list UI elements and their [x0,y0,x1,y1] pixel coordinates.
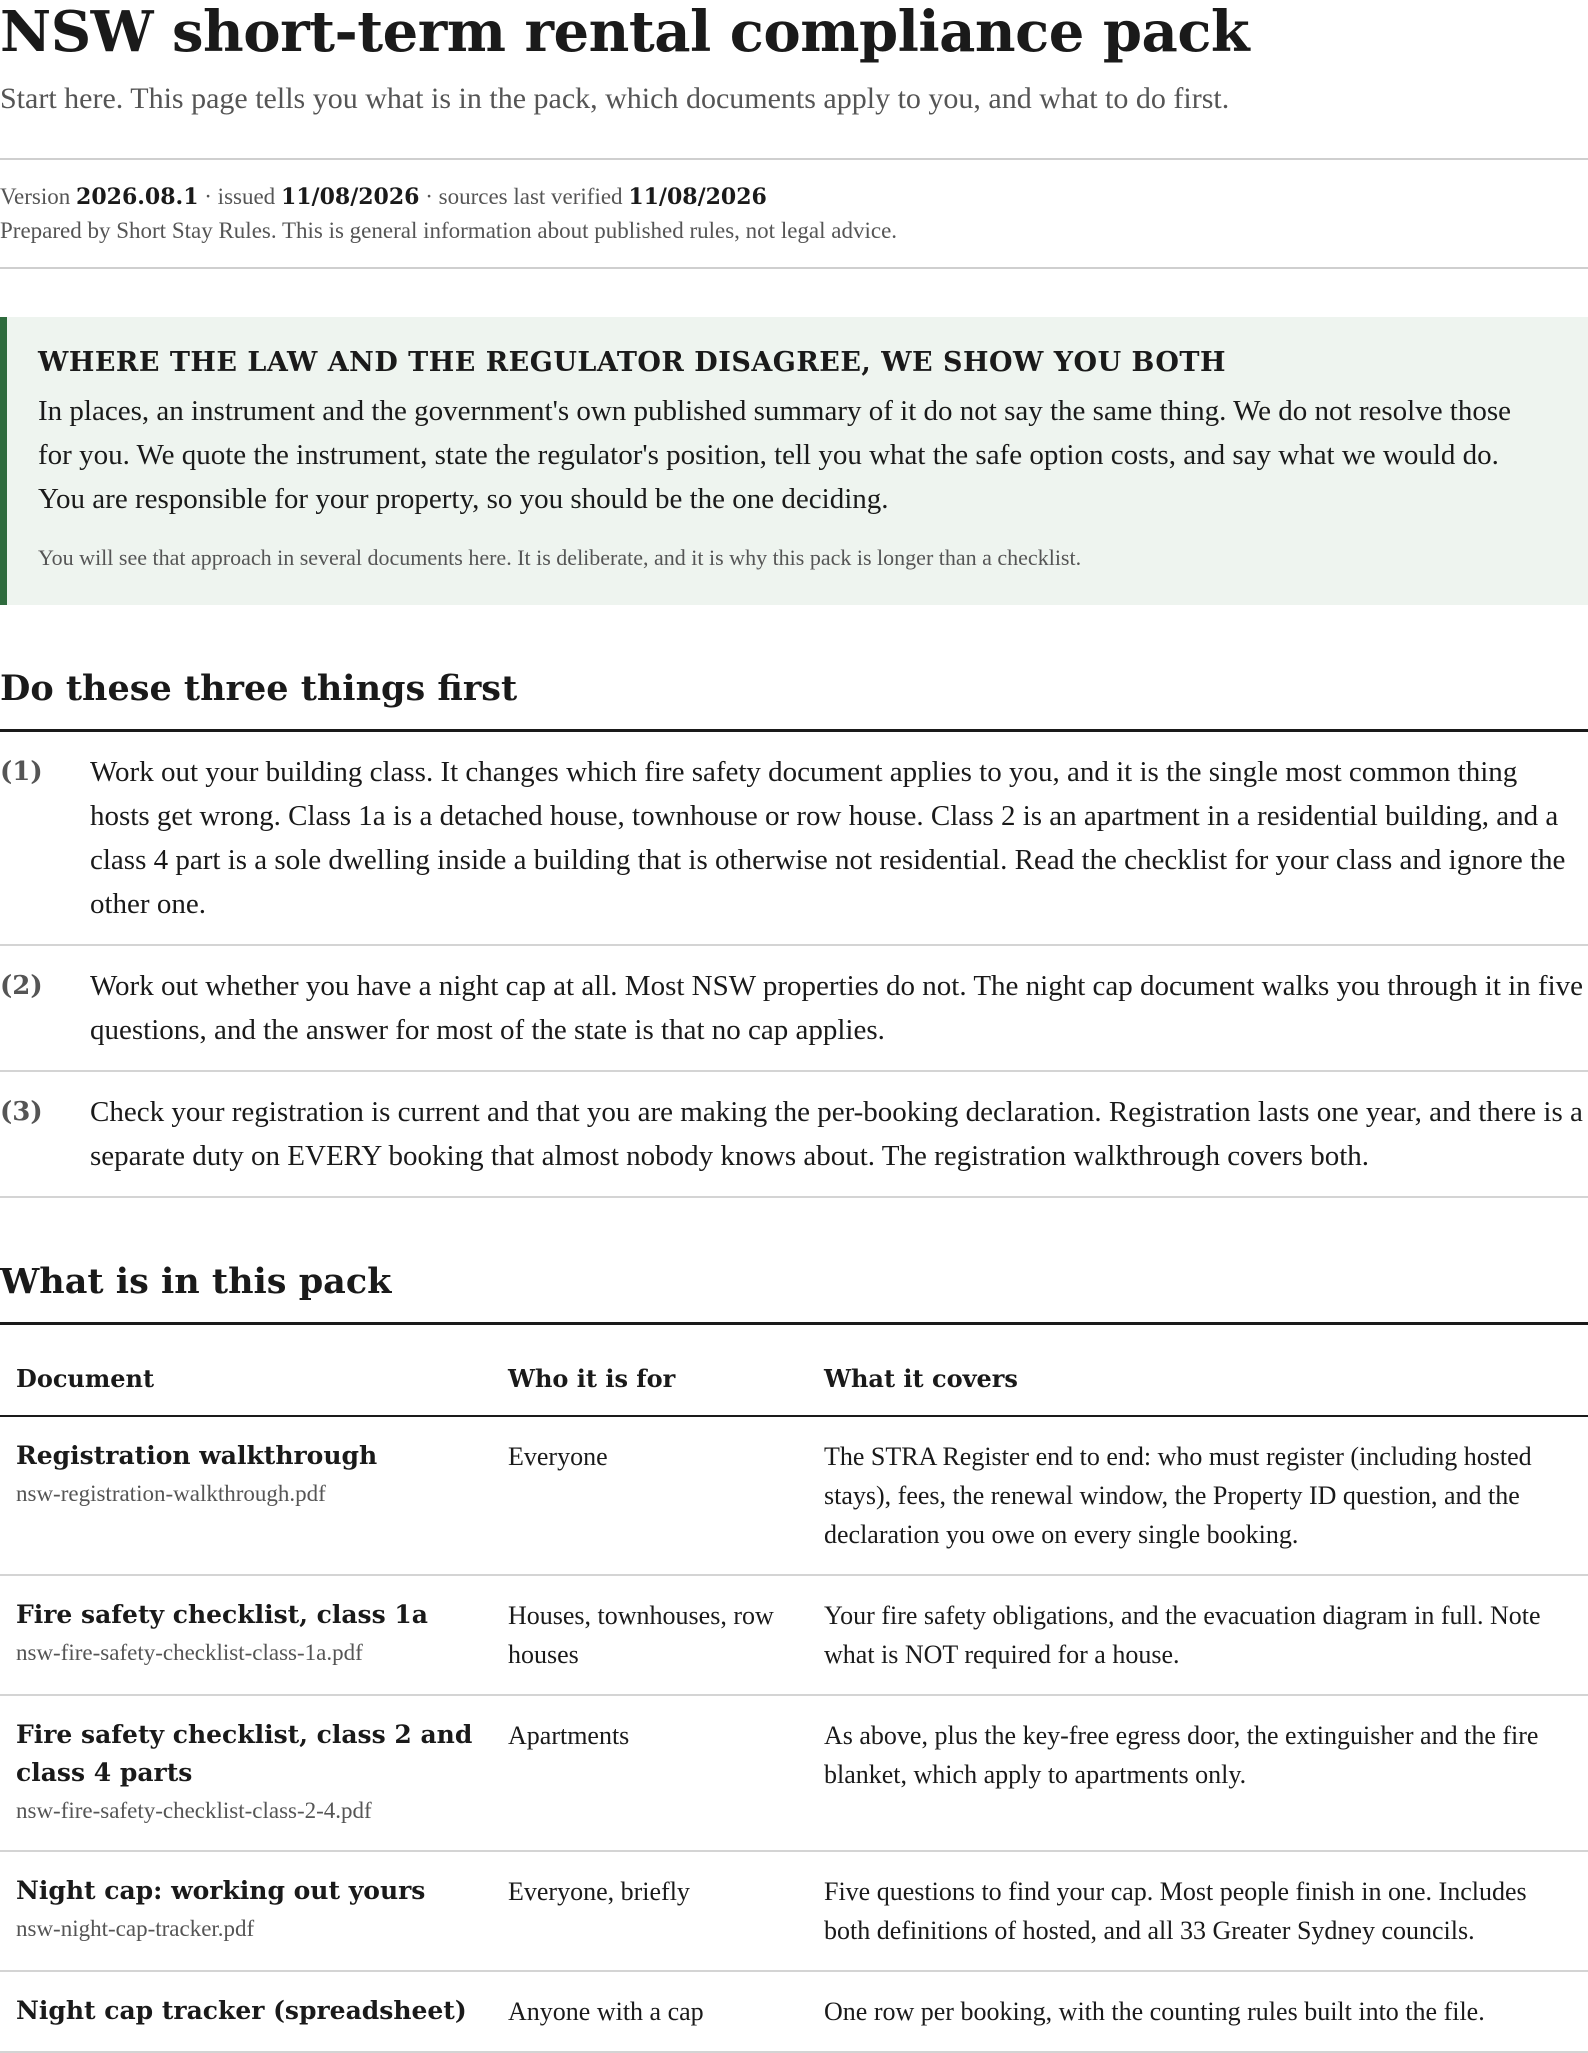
document-filename: nsw-registration-walkthrough.pdf [16,1481,326,1506]
verified-date: 11/08/2026 [628,184,767,210]
document-name: Fire safety checklist, class 1a [16,1600,428,1629]
audience-cell: Everyone, briefly [492,1851,808,1971]
column-header-audience: Who it is for [492,1325,808,1416]
page-title: NSW short-term rental compliance pack [0,0,1250,65]
pack-contents-section [0,1260,1588,2053]
coverage-cell: As above, plus the key-free egress door, the extinguisher and the fire blanket, which apply to apartments only. [808,1695,1588,1851]
document-name: Fire safety checklist, class 2 and class 4 parts [16,1720,473,1787]
step-number: (3) [0,1097,43,1127]
document-metadata [0,158,1588,269]
table-row [0,1971,1588,2052]
pack-contents-heading: What is in this pack [0,1260,1588,1325]
column-header-coverage: What it covers [808,1325,1588,1416]
audience-cell: Houses, townhouses, row houses [492,1575,808,1695]
document-filename: nsw-fire-safety-checklist-class-2-4.pdf [16,1798,372,1823]
verified-label: · sources last verified [425,184,623,209]
table-row [0,1695,1588,1851]
audience-cell: Everyone [492,1416,808,1575]
coverage-cell: Five questions to find your cap. Most people finish in one. Includes both definitions of hosted, and all 33 Greater Sydney councils. [808,1851,1588,1971]
document-name: Night cap tracker (spreadsheet) [16,1996,467,2025]
document-cell [0,1695,492,1851]
step-text: Work out whether you have a night cap at all. Most NSW properties do not. The night cap document walks you through it in five questions, and the answer for most of the state is that no cap applies. [90,970,1584,1046]
table-row [0,1575,1588,1695]
document-filename: nsw-night-cap-tracker.pdf [16,1916,255,1941]
first-steps-heading: Do these three things first [0,667,1588,732]
coverage-cell: One row per booking, with the counting rules built into the file. [808,1971,1588,2052]
audience-cell: Anyone with a cap [492,1971,808,2052]
version-line [0,180,1588,214]
coverage-cell: Your fire safety obligations, and the evacuation diagram in full. Note what is NOT required for a house. [808,1575,1588,1695]
document-cell [0,1971,492,2052]
document-cell [0,1851,492,1971]
callout-body: In places, an instrument and the government's own published summary of it do not say the same thing. We do not resolve those for you. We quote the instrument, state the regulator's position, tell you what the safe option costs, and say what we would do. You are responsible for your property, so you should be the one deciding. [38,395,1512,515]
version-label: Version [0,184,71,209]
column-header-document: Document [0,1325,492,1416]
document-cell [0,1575,492,1695]
step-item [0,946,1588,1072]
step-item [0,1072,1588,1198]
step-item [0,732,1588,946]
coverage-cell: The STRA Register end to end: who must register (including hosted stays), fees, the renewal window, the Property ID question, and the declaration you owe on every single booking. [808,1416,1588,1575]
document-name: Night cap: working out yours [16,1876,426,1905]
step-number: (1) [0,757,43,787]
pack-contents-table [0,1325,1588,2053]
version-value: 2026.08.1 [76,184,199,210]
page-subtitle: Start here. This page tells you what is in the pack, which documents apply to you, and what to do first. [0,82,1230,115]
step-text: Work out your building class. It changes which fire safety document applies to you, and it is the single most common thing hosts get wrong. Class 1a is a detached house, townhouse or row house. Class 2 is an apartment in a residential building, and a class 4 part is a sole dwelling inside a building that is otherwise not residential. Read the checklist for your class and ignore the other one. [90,756,1566,920]
prepared-note: Prepared by Short Stay Rules. This is general information about published rules, not legal advice. [0,218,898,243]
audience-cell: Apartments [492,1695,808,1851]
callout-heading: WHERE THE LAW AND THE REGULATOR DISAGREE, WE SHOW YOU BOTH [38,347,1226,378]
first-steps-section [0,667,1588,1198]
document-name: Registration walkthrough [16,1441,378,1470]
document-filename: nsw-fire-safety-checklist-class-1a.pdf [16,1640,363,1665]
table-row [0,1851,1588,1971]
step-text: Check your registration is current and that you are making the per-booking declaration. Registration lasts one year, and there is a separate duty on EVERY booking that almost nobody knows about. The registration walkthrough covers both. [90,1096,1583,1172]
table-row [0,1416,1588,1575]
document-cell [0,1416,492,1575]
issued-date: 11/08/2026 [280,184,420,210]
issued-label: · issued [204,184,276,209]
step-number: (2) [0,971,43,1001]
callout-note: You will see that approach in several documents here. It is deliberate, and it is why this pack is longer than a checklist. [38,545,1082,570]
disagreement-callout [0,317,1588,605]
table-header-row [0,1325,1588,1416]
